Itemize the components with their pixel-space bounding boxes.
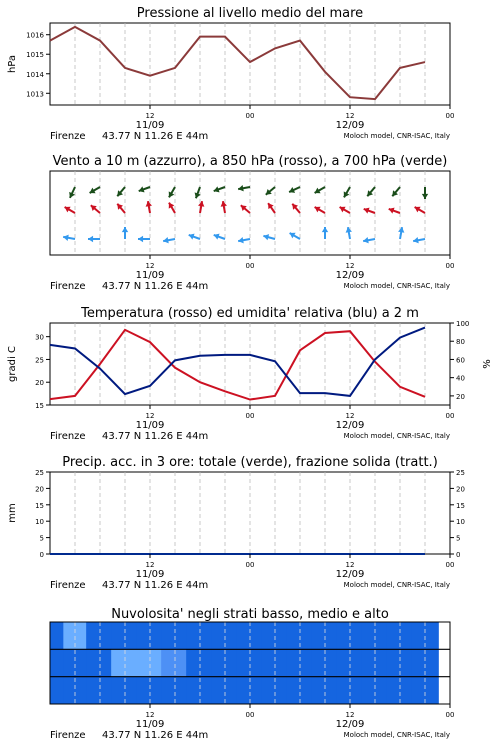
wind-date-label: 11/09 [135, 270, 165, 281]
cloud-xtick-label: 00 [445, 711, 455, 719]
precip-ytick-label: 0 [39, 551, 44, 559]
cloud-xtick-label: 00 [245, 711, 255, 719]
precip-frame [50, 472, 450, 554]
precip-xtick-label: 00 [245, 561, 255, 569]
temp-xtick-label: 00 [445, 412, 455, 420]
humidity-ytick-right-label: 60 [456, 356, 465, 365]
temp-ytick-label: 25 [35, 356, 44, 365]
precip-xtick-label: 12 [345, 561, 355, 569]
pressure-ytick-label: 1014 [26, 70, 44, 79]
precip-xtick-label: 12 [145, 561, 155, 569]
precip-city: Firenze [50, 580, 86, 591]
temp-ytick-label: 15 [35, 402, 44, 410]
precip-credit: Moloch model, CNR-ISAC, Italy [343, 581, 450, 589]
precip-right-ytick-right-label: 15 [456, 501, 465, 510]
pressure-credit: Moloch model, CNR-ISAC, Italy [343, 132, 450, 140]
humidity-ytick-right-label: 100 [456, 320, 470, 328]
temp-xtick-label: 00 [245, 412, 255, 420]
pressure-xtick-label: 12 [145, 112, 155, 120]
wind-coords: 43.77 N 11.26 E 44m [102, 281, 209, 292]
pressure-xtick-label: 12 [345, 112, 355, 120]
temperature-line [50, 330, 425, 400]
pressure-date-label: 12/09 [335, 120, 365, 131]
pressure-ytick-label: 1013 [26, 90, 44, 99]
precip-xtick-label: 00 [445, 561, 455, 569]
precip-right-ytick-right-label: 5 [456, 534, 461, 543]
humidity-ytick-right-label: 80 [456, 338, 465, 347]
wind-xtick-label: 12 [345, 262, 355, 270]
pressure-date-label: 11/09 [135, 120, 165, 131]
cloud-xtick-label: 12 [345, 711, 355, 719]
wind-xtick-label: 00 [245, 262, 255, 270]
precip-right-ytick-right-label: 20 [456, 485, 465, 494]
wind-xtick-label: 00 [445, 262, 455, 270]
wind-arrow-head [322, 227, 328, 232]
humidity-line [50, 328, 425, 396]
precip-right-ytick-right-label: 25 [456, 469, 465, 477]
humidity-ylabel: % [482, 359, 493, 369]
temp-xtick-label: 12 [145, 412, 155, 420]
pressure-coords: 43.77 N 11.26 E 44m [102, 131, 209, 142]
precip-date-label: 12/09 [335, 569, 365, 580]
temp-date-label: 11/09 [135, 420, 165, 431]
temp-ylabel: gradi C [7, 346, 18, 382]
cloud-xtick-label: 12 [145, 711, 155, 719]
precip-ylabel: mm [7, 503, 18, 523]
wind-title: Vento a 10 m (azzurro), a 850 hPa (rosso), a 700 hPa (verde) [52, 154, 448, 169]
wind-arrow-head [122, 227, 128, 232]
wind-date-label: 12/09 [335, 270, 365, 281]
pressure-title: Pressione al livello medio del mare [136, 6, 364, 21]
precip-ytick-label: 15 [35, 501, 44, 510]
temp-frame [50, 323, 450, 405]
cloud-date-label: 12/09 [335, 719, 365, 730]
temp-date-label: 12/09 [335, 420, 365, 431]
precip-right-ytick-right-label: 0 [456, 551, 461, 559]
cloud-cell [50, 622, 63, 649]
pressure-frame [50, 23, 450, 105]
cloud-cell [50, 649, 63, 676]
humidity-ytick-right-label: 40 [456, 374, 465, 383]
temp-title: Temperatura (rosso) ed umidita' relativa (blu) a 2 m [81, 306, 419, 321]
pressure-ylabel: hPa [7, 54, 18, 74]
precip-ytick-label: 20 [35, 485, 44, 494]
precip-ytick-label: 5 [39, 534, 44, 543]
wind-arrow-head [88, 236, 93, 242]
pressure-city: Firenze [50, 131, 86, 142]
pressure-xtick-label: 00 [445, 112, 455, 120]
humidity-ytick-right-label: 20 [456, 392, 465, 401]
wind-arrow-head [263, 234, 269, 240]
pressure-xtick-label: 00 [245, 112, 255, 120]
pressure-line [50, 27, 425, 99]
temp-ytick-label: 20 [35, 379, 44, 388]
temp-xtick-label: 12 [345, 412, 355, 420]
precip-coords: 43.77 N 11.26 E 44m [102, 580, 209, 591]
temp-coords: 43.77 N 11.26 E 44m [102, 431, 209, 442]
pressure-ytick-label: 1016 [26, 31, 44, 40]
cloud-cell [50, 677, 63, 704]
wind-credit: Moloch model, CNR-ISAC, Italy [343, 282, 450, 290]
cloud-city: Firenze [50, 730, 86, 741]
temp-ytick-label: 30 [35, 333, 44, 342]
precip-date-label: 11/09 [135, 569, 165, 580]
cloud-title: Nuvolosita' negli strati basso, medio e alto [111, 607, 389, 622]
cloud-coords: 43.77 N 11.26 E 44m [102, 730, 209, 741]
wind-xtick-label: 12 [145, 262, 155, 270]
temp-credit: Moloch model, CNR-ISAC, Italy [343, 432, 450, 440]
wind-arrow-head [422, 194, 428, 199]
precip-right-ytick-right-label: 10 [456, 518, 465, 527]
wind-arrow-head [138, 236, 143, 242]
precip-ytick-label: 25 [35, 469, 44, 477]
pressure-ytick-label: 1015 [26, 51, 44, 60]
cloud-date-label: 11/09 [135, 719, 165, 730]
temp-city: Firenze [50, 431, 86, 442]
wind-city: Firenze [50, 281, 86, 292]
precip-ytick-label: 10 [35, 518, 44, 527]
precip-title: Precip. acc. in 3 ore: totale (verde), frazione solida (tratt.) [62, 455, 438, 470]
cloud-credit: Moloch model, CNR-ISAC, Italy [343, 731, 450, 739]
